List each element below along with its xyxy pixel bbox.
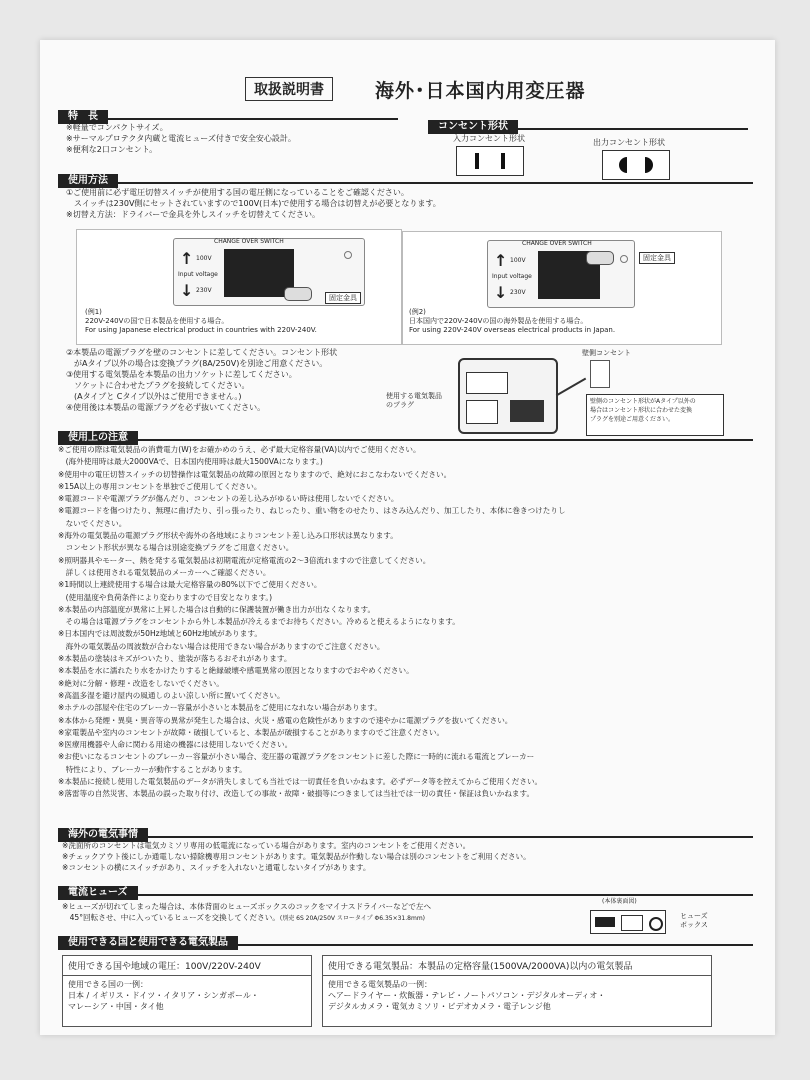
arrow-up-icon: ↑	[494, 251, 508, 270]
fuse-heading: 電流ヒューズ	[58, 880, 753, 896]
country-voltage-head: 使用できる国や地域の電圧：100V/220V-240V	[63, 956, 311, 976]
features-item: ※便利な2口コンセント。	[66, 145, 158, 154]
input-outlet-label: 入力コンセント形状	[453, 134, 525, 143]
features-item: ※軽量でコンパクトサイズ。	[66, 123, 168, 132]
cautions-list: ※ご使用の際は電気製品の消費電力(W)をお確かめのうえ、必ず最大定格容量(VA)以内でご使用ください。 (海外使用時は最大2000VAで、日本国内使用時は最大1500VAになります。) ※使用中の電圧切替スイッチの切替操作は電気製品の故障の原因となりますので、絶対におこなわないでください。 ※15A以上の専用コンセントを単独でご使用してください。 ※電源コードや電源プラグが傷んだり、コンセントの差し込みがゆるい時は使用しないでください。 ※電源コードを傷つけたり、無理に曲げたり、引っ張ったり、ねじったり、重い物をのせたり、はさみ込んだり、加工したり、本体に巻きつけたりし ないでください。 ※海外の電気製品の電源プラグ形状や海外の各地域によりコンセント差し込み口形状は異なります。 コンセント形状が異なる場合は別途変換プラグをご用意ください。 ※照明器具やモーター、熱を発する電気製品は初期電流が定格電流の2～3倍流れますので注意してください。 詳しくは使用される電気製品のメーカーへご確認ください。 ※1時間以上連続使用する場合は最大定格容量の80%以下でご使用ください。 (使用温度や負荷条件により変わりますので目安となります。) ※本製品の内部温度が異常に上昇した場合は自動的に保護装置が働き出力が出なくなります。 その場合は電源プラグをコンセントから外し本製品が冷えるまでお待ちください。冷めると使えるようになります。 ※日本国内では周波数が50Hz地域と60Hz地域があります。 海外の電気製品の周波数が合わない場合は使用できない場合がありますのでご注意ください。 ※本製品の塗装はキズがついたり、塗装が落ちるおそれがあります。 ※本製品を水に濡れたり水をかけたりすると絶縁破壊や感電異常の原因となりますのでおやめください。 ※絶対に分解・修理・改造をしないでください。 ※高温多湿を避け屋内の風通しのよい涼しい所に置いてください。 ※ホテルの部屋や住宅のブレーカー容量が小さいと本製品をご使用になれない場合があります。 ※本体から発煙・異臭・異音等の異常が発生した場合は、火災・感電の危険性がありますので速やかに電源プラグを抜いてください。 ※家電製品や室内のコンセントが故障・破損していると、本製品が破損することがありますのでご注意ください。 ※医療用機器や人命に関わる用途の機器には使用しないでください。 ※お使いになるコンセントのブレーカー容量が小さい場合、変圧器の電源プラグをコンセントに差した際に一時的に流れる電流とブレーカー 特性により、ブレーカーが動作することがあります。 ※本製品に接続し使用した電気製品のデータが消失しましても当社では一切責任を負いかねます。必ずデータ等を控えてからご使用ください。 ※落雷等の自然災害、本製品の誤った取り付け、改造しての事故・故障・破損等につきましては当社では一切の責任・保証は負いかねます。	[58, 445, 566, 799]
usage-heading: 使用方法	[58, 168, 753, 184]
example2-caption: (例2) 日本国内で220V-240Vの国の海外製品を使用する場合。 For using 220V-240V overseas electrical products in Japan.	[409, 308, 616, 334]
adapter-note-box: 壁側のコンセント形状がAタイプ以外の 場合はコンセント形状に合わせた変換 プラグを別途ご用意ください。	[586, 394, 724, 436]
screw-icon	[620, 255, 628, 263]
countries-heading: 使用できる国と使用できる電気製品	[58, 930, 753, 946]
product-plug-label: 使用する電気製品のプラグ	[386, 392, 442, 409]
fuse-text: ※ヒューズが切れてしまった場合は、本体背面のヒューズボックスのコックをマイナスドライバーなどで左へ 45°回転させ、中に入っているヒューズを交換してください。(別売 6S 20A/250V スロータイプ Φ6.35×31.8mm)	[62, 902, 432, 922]
back-label-plate	[621, 915, 643, 931]
output-outlet-label: 出力コンセント形状	[593, 138, 665, 147]
usage-intro: ①ご使用前に必ず電圧切替スイッチが使用する国の電圧側になっていることをご確認ください。 スイッチは230V側にセットされていますので100V(日本)で使用する場合は切替えが必要となります。 ※切替え方法：ドライバーで金具を外しスイッチを切替えてください。	[66, 188, 441, 219]
fuse-box-icon	[649, 917, 663, 931]
country-voltage-box	[62, 955, 312, 1027]
transformer-display	[466, 372, 508, 394]
arrow-down-icon: ↓	[180, 281, 194, 300]
arrow-down-icon: ↓	[494, 283, 508, 302]
switch-panel	[487, 240, 635, 308]
features-item: ※サーマルプロテクタ内蔵と電流ヒューズ付きで安全安心設計。	[66, 134, 296, 143]
example1-panel	[76, 229, 402, 345]
switch-knob	[586, 251, 614, 265]
overseas-list: ※洗面所のコンセントは電気カミソリ専用の低電流になっている場合があります。室内のコンセントをご使用ください。 ※チェックアウト後にしか通電しない掃除機専用コンセントがあります。電気製品が作動しない場合は別のコンセントをご利用ください。 ※コンセントの横にスイッチがあり、スイッチを入れないと通電しないタイプがあります。	[62, 841, 531, 872]
transformer-socket	[510, 400, 544, 422]
fixing-bracket-label: 固定金具	[639, 252, 675, 264]
usage-steps: ②本製品の電源プラグを壁のコンセントに差してください。コンセント形状 がAタイプ以外の場合は変換プラグ(8A/250V)を別途ご用意ください。 ③使用する電気製品を本製品の出力ソケットに差してください。 ソケットに合わせたプラグを接続してください。 (Aタイプと Cタイプ以外はご使用できません。) ④使用後は本製品の電源プラグを必ず抜いてください。	[66, 348, 338, 412]
usable-products-box	[322, 955, 712, 1027]
arrow-up-icon: ↑	[180, 249, 194, 268]
fuse-box-label: ヒューズ ボックス	[680, 912, 708, 929]
cautions-heading: 使用上の注意	[58, 425, 753, 441]
switch-title: CHANGE OVER SWITCH	[522, 240, 592, 247]
input-voltage-label: Input voltage	[178, 271, 218, 278]
transformer-illustration	[458, 358, 558, 434]
manual-label-box: 取扱説明書	[245, 77, 333, 101]
screw-icon	[344, 251, 352, 259]
example2-panel	[402, 231, 722, 345]
usable-products-head: 使用できる電気製品：本製品の定格容量(1500VA/2000VA)以内の電気製品	[323, 956, 711, 976]
features-heading: 特 長	[58, 104, 398, 120]
page-title: 海外･日本国内用変圧器	[375, 80, 586, 102]
voltage-100-label: 100V	[196, 255, 212, 262]
voltage-100-label: 100V	[510, 257, 526, 264]
voltage-230-label: 230V	[196, 287, 212, 294]
outlet-slot	[475, 153, 479, 169]
power-cord	[556, 378, 586, 397]
outlet-slot	[501, 153, 505, 169]
switch-knob	[284, 287, 312, 301]
voltage-230-label: 230V	[510, 289, 526, 296]
features-list	[66, 122, 296, 155]
country-voltage-body: 使用できる国の一例： 日本 / イギリス・ドイツ・イタリア・シンガポール・ マレーシア・中国・タイ他	[68, 980, 259, 1011]
example1-caption: (例1) 220V-240Vの国で日本製品を使用する場合。 For using Japanese electrical product in countries with 220V-240V.	[85, 308, 317, 334]
fuse-spec: (別売 6S 20A/250V スロータイプ Φ6.35×31.8mm)	[279, 915, 426, 922]
wall-outlet-label: 壁側コンセント	[582, 349, 631, 357]
transformer-socket	[466, 400, 498, 424]
overseas-heading: 海外の電気事情	[58, 822, 753, 838]
switch-title: CHANGE OVER SWITCH	[214, 238, 284, 245]
usable-products-body: 使用できる電気製品の一例： ヘアードライヤー・炊飯器・テレビ・ノートパソコン・デジタルオーディオ・ デジタルカメラ・電気カミソリ・ビデオカメラ・電子レンジ他	[328, 980, 606, 1011]
fixing-bracket-label: 固定金具	[325, 292, 361, 304]
back-view-label: (本体裏面図)	[602, 898, 637, 905]
back-socket	[595, 917, 615, 927]
wall-outlet-icon	[590, 360, 610, 388]
input-voltage-label: Input voltage	[492, 273, 532, 280]
instruction-sheet	[40, 40, 775, 1035]
outlet-shape-heading: コンセント形状	[428, 114, 748, 130]
